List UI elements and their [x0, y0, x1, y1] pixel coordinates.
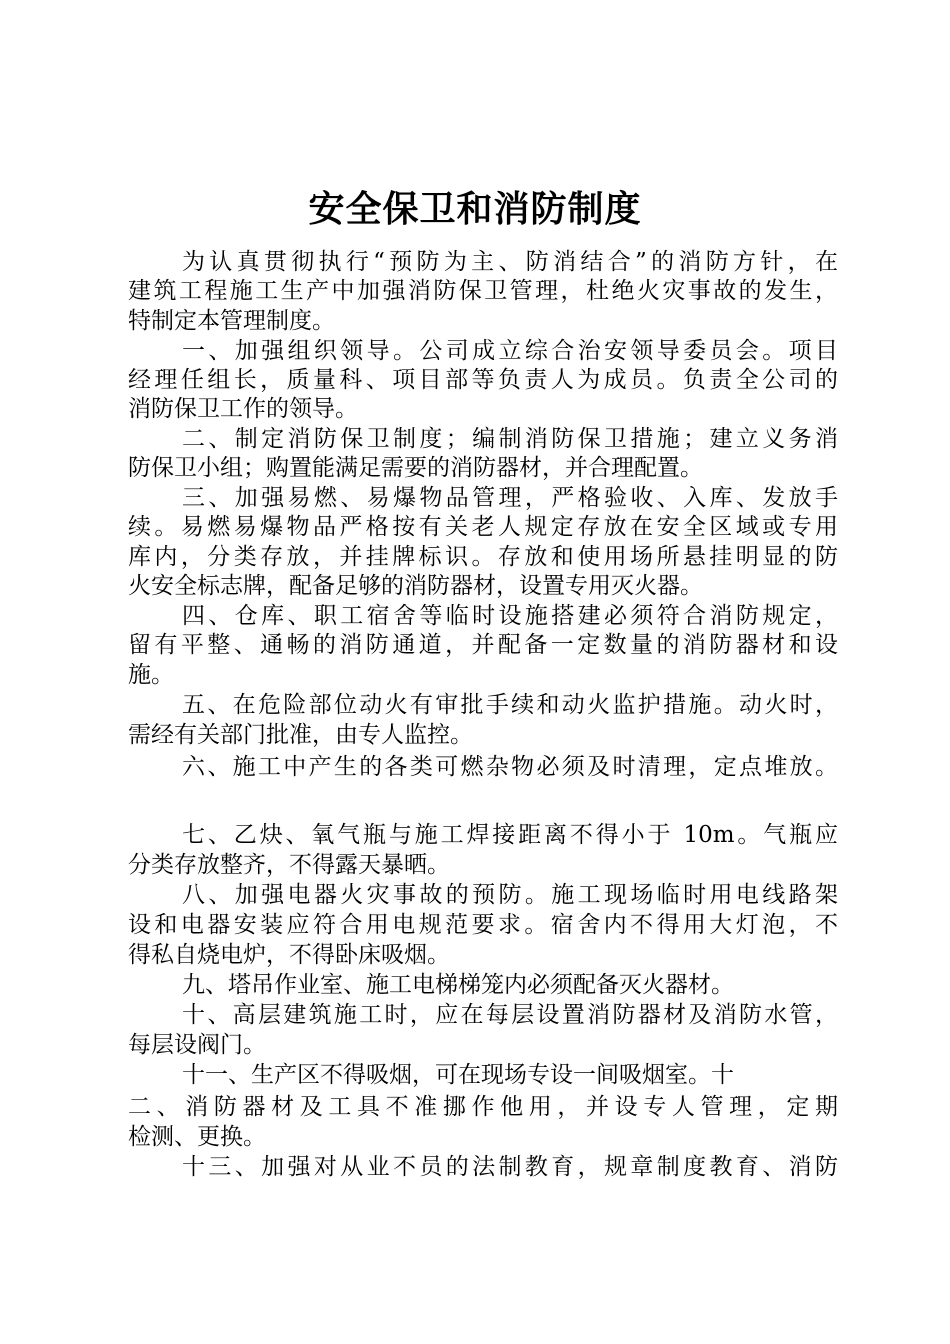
body-line: 十一、生产区不得吸烟，可在现场专设一间吸烟室。十: [182, 1062, 734, 1088]
body-line: 八、加强电器火灾事故的预防。施工现场临时用电线路架: [182, 882, 838, 908]
body-line: 留有平整、通畅的消防通道，并配备一定数量的消防器材和设: [128, 632, 838, 658]
body-line: 九、塔吊作业室、施工电梯梯笼内必须配备灭火器材。: [182, 972, 734, 998]
body-line: 设和电器安装应符合用电规范要求。宿舍内不得用大灯泡，不: [128, 912, 838, 938]
document-title: 安全保卫和消防制度: [308, 188, 642, 230]
body-line: 续。易燃易爆物品严格按有关老人规定存放在安全区域或专用: [128, 514, 838, 540]
body-line: 每层设阀门。: [128, 1032, 266, 1058]
body-line: 二、消防器材及工具不准挪作他用，并设专人管理，定期: [128, 1094, 838, 1120]
body-line: 十三、加强对从业不员的法制教育，规章制度教育、消防: [182, 1154, 838, 1180]
body-line: 一、加强组织领导。公司成立综合治安领导委员会。项目: [182, 338, 838, 364]
body-line: 检测、更换。: [128, 1124, 266, 1150]
body-line: 六、施工中产生的各类可燃杂物必须及时清理，定点堆放。: [182, 754, 838, 780]
body-line: 经理任组长，质量科、项目部等负责人为成员。负责全公司的: [128, 367, 838, 393]
body-line: 特制定本管理制度。: [128, 308, 335, 334]
body-line: 三、加强易燃、易爆物品管理，严格验收、入库、发放手: [182, 485, 838, 511]
body-line: 五、在危险部位动火有审批手续和动火监护措施。动火时，: [182, 692, 838, 718]
body-line: 火安全标志牌，配备足够的消防器材，设置专用灭火器。: [128, 573, 703, 599]
body-line: 需经有关部门批准，由专人监控。: [128, 722, 473, 748]
body-line: 得私自烧电炉，不得卧床吸烟。: [128, 942, 450, 968]
body-line: 分类存放整齐，不得露天暴晒。: [128, 852, 450, 878]
body-line: 库内，分类存放，并挂牌标识。存放和使用场所悬挂明显的防: [128, 544, 838, 570]
body-line: 四、仓库、职工宿舍等临时设施搭建必须符合消防规定，: [182, 603, 838, 629]
body-line: 防保卫小组；购置能满足需要的消防器材，并合理配置。: [128, 455, 703, 481]
body-line: 二、制定消防保卫制度；编制消防保卫措施；建立义务消: [182, 426, 838, 452]
body-line: 施。: [128, 662, 174, 688]
body-line: 七、乙炔、氧气瓶与施工焊接距离不得小于 10m。气瓶应: [182, 822, 838, 848]
body-line: 消防保卫工作的领导。: [128, 396, 358, 422]
body-line: 十、高层建筑施工时，应在每层设置消防器材及消防水管，: [182, 1002, 838, 1028]
body-line: 为认真贯彻执行“预防为主、防消结合”的消防方针，在: [182, 249, 838, 275]
body-line: 建筑工程施工生产中加强消防保卫管理，杜绝火灾事故的发生，: [128, 278, 838, 304]
